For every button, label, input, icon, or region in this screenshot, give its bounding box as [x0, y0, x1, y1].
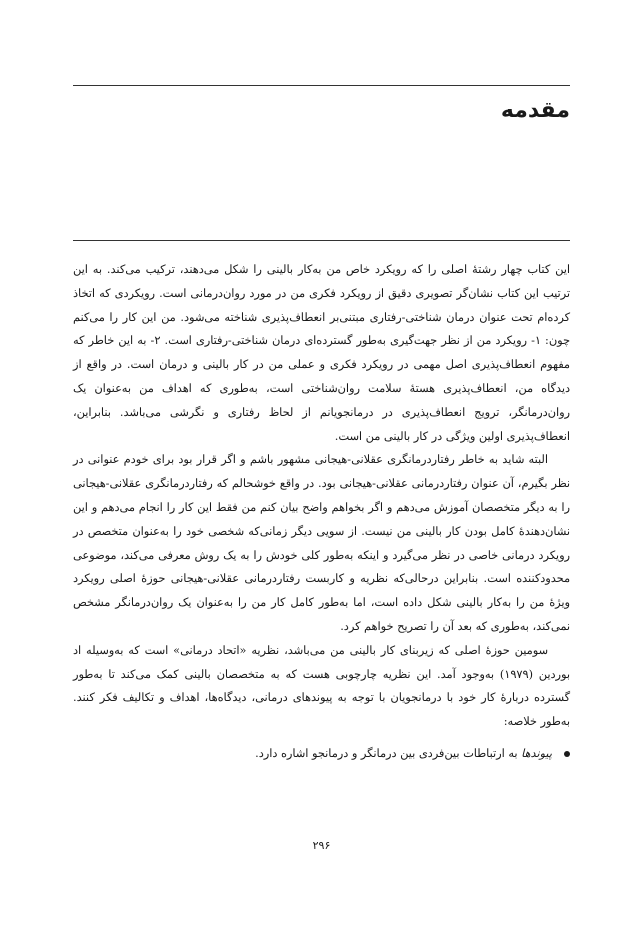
paragraph-1: این کتاب چهار رشتهٔ اصلی را که رویکرد خاص من به‌کار بالینی را شکل می‌دهند، ترکیب می‌کند. به این ترتیب این کتاب نشان‌گر تصویری دقیق از رویکرد فکری من در مورد روان‌درمانی است. رویکردی که اتخاذ کرده‌ام تحت عنوان درمان شناختی-رفتاری مبتنی‌بر انعطاف‌پذیری شناخته می‌شود. من این کار را می‌کنم چون: ۱- رویکرد من از نظر جهت‌گیری به‌طور گسترده‌ای درمان شناختی-رفتاری است. ۲- به این خاطر که مفهوم انعطاف‌پذیری اصل مهمی در رویکرد فکری و عملی من در کار بالینی و درمان است. در واقع از دیدگاه من، انعطاف‌پذیری هستهٔ سلامت روان‌شناختی است، به‌طوری که اهداف من به‌عنوان یک روان‌درمانگر، ترویج انعطاف‌پذیری در درمانجویانم از لحاظ رفتاری و نگرشی می‌باشد. بنابراین، انعطاف‌پذیری اولین ویژگی در کار بالینی من است.	[73, 263, 570, 443]
bullet-item	[73, 742, 570, 766]
top-rule	[73, 85, 570, 86]
page-number: ۲۹۶	[312, 839, 331, 852]
chapter-title: مقدمه	[500, 98, 570, 123]
bottom-rule	[73, 240, 570, 241]
paragraph-2: البته شاید به خاطر رفتاردرمانگری عقلانی-هیجانی مشهور باشم و اگر قرار بود برای خودم عنوانی در نظر بگیرم، آن عنوان رفتاردرمانی عقلانی-هیجانی بود. در واقع خوشحالم که رفتاردرمانگری عقلانی-هیجانی را به دیگر متخصصان آموزش می‌دهم و اگر بخواهم واضح بیان کنم من فقط این کار را انجام می‌دهم و این نشان‌دهندهٔ کامل بودن کار بالینی من نیست. از سویی دیگر زمانی‌که شخصی خود را به‌عنوان متخصص در رویکرد درمانی خاصی در نظر می‌گیرد و اینکه به‌طور کلی خودش را به یک روش معرفی می‌کند، موضوعی محدودکننده است. بنابراین درحالی‌که نظریه و کاربست رفتاردرمانی عقلانی-هیجانی حوزهٔ اصلی رویکرد ویژهٔ من را به‌کار بالینی شکل داده است، اما به‌طور کامل کار من را به‌عنوان یک روان‌درمانگر مشخص نمی‌کند، به‌طوری که بعد آن را تصریح خواهم کرد.	[73, 453, 570, 633]
bullet-icon	[564, 751, 570, 757]
bullet-list	[73, 742, 570, 766]
bullet-text: به ارتباطات بین‌فردی بین درمانگر و درمانجو اشاره دارد.	[255, 746, 522, 760]
bullet-term: پیوندها	[521, 746, 552, 760]
paragraph-3: سومین حوزهٔ اصلی که زیربنای کار بالینی من می‌باشد، نظریه «اتحاد درمانی» است که به‌وسیله اد بوردین (۱۹۷۹) به‌وجود آمد. این نظریه چارچوبی هست که به متخصصان بالینی کمک می‌کند تا به‌طور گسترده دربارهٔ کار خود با درمانجویان با توجه به پیوندهای درمانی، دیدگاه‌ها، اهداف و تکالیف فکر کنند. به‌طور خلاصه:	[73, 643, 570, 729]
body-text	[73, 258, 570, 766]
